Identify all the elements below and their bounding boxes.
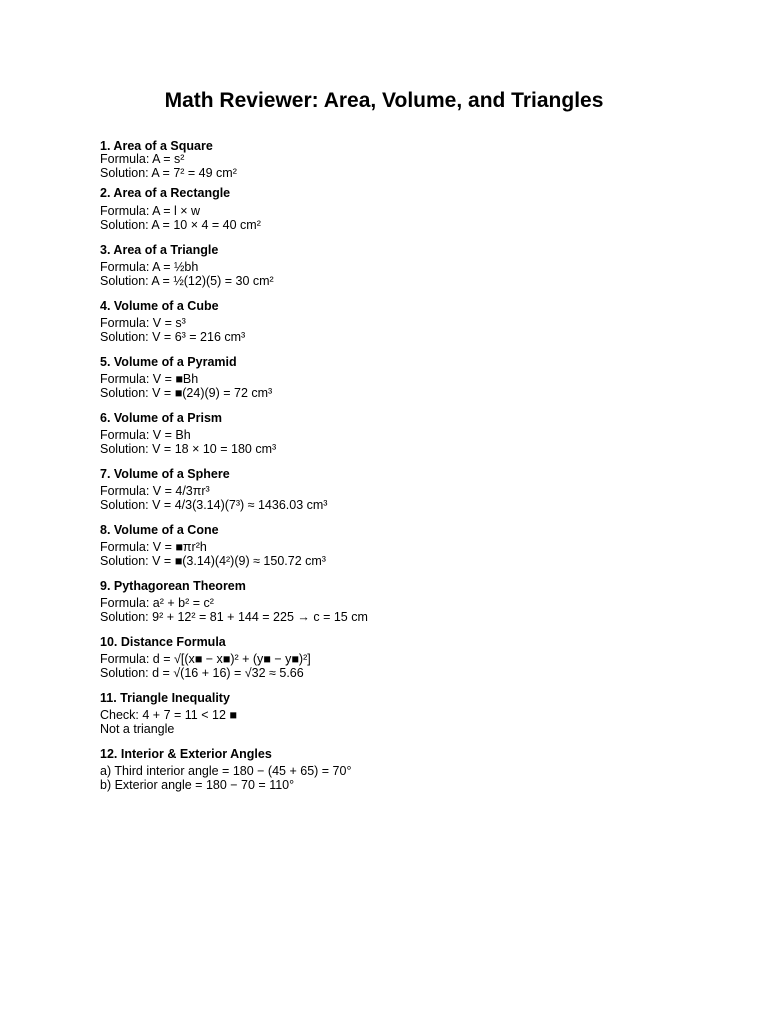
section-area-triangle [100,243,740,288]
reviewer-sections [100,139,740,803]
section-volume-pyramid [100,355,740,400]
check-line: Check: 4 + 7 = 11 < 12 ■ [100,708,237,722]
section-heading: 10. Distance Formula [100,635,226,649]
section-volume-cube [100,299,740,344]
section-volume-prism [100,411,740,456]
formula-line: Formula: V = ■πr²h [100,540,207,554]
formula-line: Formula: A = s² [100,152,185,166]
section-volume-cone [100,523,740,568]
formula-line: Formula: a² + b² = c² [100,596,214,610]
answer-line-b: b) Exterior angle = 180 − 70 = 110° [100,777,295,792]
section-heading: 12. Interior & Exterior Angles [100,747,272,761]
formula-line: Formula: V = 4/3πr³ [100,484,210,498]
solution-line: Solution: V = 4/3(3.14)(7³) ≈ 1436.03 cm³ [100,497,328,512]
page-title: Math Reviewer: Area, Volume, and Triangles [164,89,604,112]
solution-line: Solution: V = 6³ = 216 cm³ [100,329,246,344]
formula-line: Formula: V = ■Bh [100,372,199,386]
section-heading: 6. Volume of a Prism [100,411,223,425]
solution-line: Solution: A = 10 × 4 = 40 cm² [100,217,261,232]
section-heading: 7. Volume of a Sphere [100,467,230,481]
formula-line: Formula: A = l × w [100,204,201,218]
section-pythagorean-theorem [100,579,740,624]
section-area-square [100,139,740,180]
section-heading: 4. Volume of a Cube [100,299,219,313]
answer-line-a: a) Third interior angle = 180 − (45 + 65) = 70° [100,764,352,778]
solution-line: Solution: A = ½(12)(5) = 30 cm² [100,273,274,288]
section-heading: 1. Area of a Square [100,139,213,153]
section-distance-formula [100,635,740,680]
section-interior-exterior-angles [100,747,740,792]
formula-line: Formula: A = ½bh [100,260,199,274]
solution-line: Solution: V = ■(24)(9) = 72 cm³ [100,385,273,400]
section-volume-sphere [100,467,740,512]
section-heading: 8. Volume of a Cone [100,523,219,537]
section-heading: 5. Volume of a Pyramid [100,355,237,369]
solution-line: Solution: A = 7² = 49 cm² [100,165,237,180]
section-heading: 3. Area of a Triangle [100,243,219,257]
section-area-rectangle [100,186,740,232]
section-heading: 2. Area of a Rectangle [100,186,231,200]
solution-line: Solution: d = √(16 + 16) = √32 ≈ 5.66 [100,665,304,680]
section-triangle-inequality [100,691,740,736]
formula-line: Formula: V = s³ [100,316,186,330]
solution-line: Solution: V = ■(3.14)(4²)(9) ≈ 150.72 cm³ [100,553,326,568]
formula-line: Formula: d = √[(x■ − x■)² + (y■ − y■)²] [100,652,311,666]
section-heading: 9. Pythagorean Theorem [100,579,246,593]
result-line: Not a triangle [100,721,175,736]
solution-line: Solution: V = 18 × 10 = 180 cm³ [100,441,277,456]
solution-line: Solution: 9² + 12² = 81 + 144 = 225 → c = 15 cm [100,609,368,624]
formula-line: Formula: V = Bh [100,428,191,442]
section-heading: 11. Triangle Inequality [100,691,230,705]
